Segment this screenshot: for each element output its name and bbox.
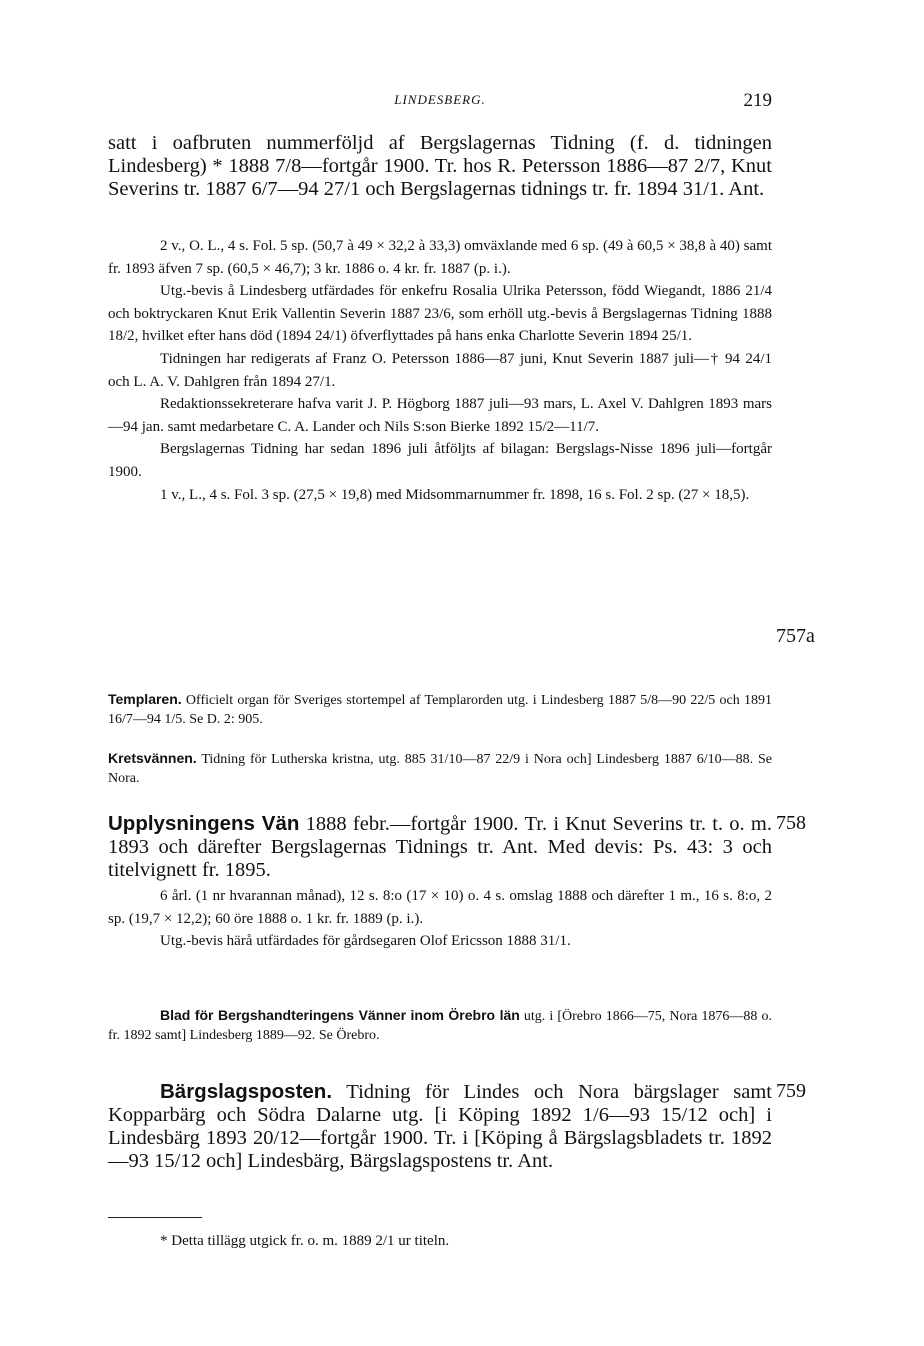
entry-number: 758	[776, 812, 806, 834]
entry-paragraph: Redaktionssekreterare hafva varit J. P. Högborg 1887 juli—93 mars, L. Axel V. Dahlgren 1893 mars—94 jan. samt medarbetare C. A. Lander och Nils S:son Bierke 1892 15/2—11/7.	[108, 396, 772, 435]
entry-continuation	[108, 132, 772, 201]
entry-kretsvannen	[108, 749, 772, 788]
page-number: 219	[743, 90, 772, 111]
entry-text: Tidning för Lindes och Nora bärgslager samt Kopparbärg och Södra Dalarne utg. [i Köping 1892 1/6—93 15/12 och] i Lindesbärg 1893 20/12—fortgår 1900. Tr. i [Köping å Bärgslagsbladets tr. 1892—93 15/12 och] Lindesbärg, Bärgslagspostens tr. Ant.	[108, 1081, 772, 1172]
entry-text: Tidning för Lutherska kristna, utg. 885 31/10—87 22/9 i Nora och] Lindesberg 1887 6/10—88. Se Nora.	[108, 752, 772, 786]
entry-number: 757a	[776, 625, 815, 647]
entry-text: Officielt organ för Sveriges stortempel af Templarorden utg. i Lindesberg 1887 5/8—90 22/5 och 1891 16/7—94 1/5. Se D. 2: 905.	[108, 693, 772, 727]
entry-paragraph: Tidningen har redigerats af Franz O. Petersson 1886—87 juni, Knut Severin 1887 juli—† 94 24/1 och L. A. V. Dahlgren från 1894 27/1.	[108, 350, 772, 390]
entry-upplysningens	[108, 812, 772, 882]
entry-bargslagsposten	[108, 1080, 772, 1173]
entry-title: Blad för Bergshandteringens Vänner inom Örebro län	[160, 1007, 520, 1023]
entry-title: Templaren.	[108, 691, 182, 707]
entry-paragraph: Utg.-bevis härå utfärdades för gårdsegaren Olof Ericsson 1888 31/1.	[160, 933, 571, 950]
entry-paragraph: 2 v., O. L., 4 s. Fol. 5 sp. (50,7 à 49 × 32,2 à 33,3) omväxlande med 6 sp. (49 à 60,5 × 38,8 à 40) samt fr. 1893 äfven 7 sp. (60,5 × 46,7); 3 kr. 1886 o. 4 kr. fr. 1887 (p. i.).	[108, 238, 772, 277]
entry-title: Kretsvännen.	[108, 750, 197, 766]
entry-details	[108, 885, 772, 953]
entry-paragraph: 6 årl. (1 nr hvarannan månad), 12 s. 8:o (17 × 10) o. 4 s. omslag 1888 och därefter 1 m., 16 s. 8:o, 2 sp. (19,7 × 12,2); 60 öre 1888 o. 1 kr. fr. 1889 (p. i.).	[108, 888, 772, 927]
footnote: * Detta tillägg utgick fr. o. m. 1889 2/1 ur titeln.	[160, 1233, 450, 1249]
running-head: LINDESBERG.	[394, 92, 486, 107]
entry-blad	[108, 1006, 772, 1045]
entry-paragraph: 1 v., L., 4 s. Fol. 3 sp. (27,5 × 19,8) med Midsommarnummer fr. 1898, 16 s. Fol. 2 sp. (27 × 18,5).	[160, 486, 750, 503]
entry-paragraph: satt i oafbruten nummerföljd af Bergslagernas Tidning (f. d. tidningen Lindesberg) * 1888 7/8—fortgår 1900. Tr. hos R. Petersson 1886—87 2/7, Knut Severins tr. 1887 6/7—94 27/1 och Bergslagernas tidnings tr. fr. 1894 31/1. Ant.	[108, 132, 772, 200]
entry-title: Upplysningens Vän	[108, 812, 300, 835]
entry-title: Bärgslagsposten.	[160, 1080, 333, 1103]
entry-text: utg. i [Örebro 1866—75, Nora 1876—88 o. fr. 1892 samt] Lindesberg 1889—92. Se Örebro.	[108, 1009, 773, 1043]
page-header	[108, 92, 772, 118]
footnote-divider	[108, 1217, 202, 1218]
entry-text: 1888 febr.—fortgår 1900. Tr. i Knut Severins tr. t. o. m. 1893 och därefter Bergslagernas Tidnings tr. Ant. Med devis: Ps. 43: 3 och titelvignett fr. 1895.	[108, 813, 772, 881]
entry-paragraph: Bergslagernas Tidning har sedan 1896 juli åtföljts af bilagan: Bergslags-Nisse 1896 juli—fortgår 1900.	[108, 441, 772, 480]
entry-templaren	[108, 690, 772, 729]
entry-details	[108, 235, 772, 506]
entry-paragraph: Utg.-bevis å Lindesberg utfärdades för enkefru Rosalia Ulrika Petersson, född Wiegandt, 1886 21/4 och boktryckaren Knut Erik Vallentin Severin 1887 23/6, som erhöll utg.-bevis å Bergslagernas Tidning 1888 18/2, hvilket efter hans död (1894 24/1) öfverflyttades på hans enka Charlotte Severin 1894 25/1.	[108, 283, 772, 345]
entry-number: 759	[776, 1080, 806, 1102]
